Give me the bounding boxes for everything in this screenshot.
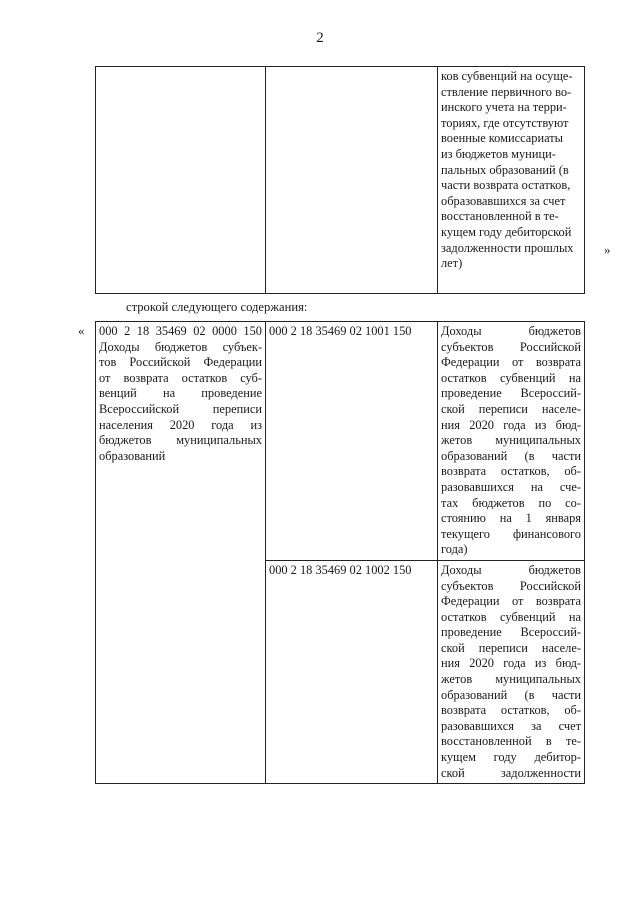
row-code: 000 2 18 35469 02 1001 150 xyxy=(269,324,412,338)
text-line: образовавшихся за счет xyxy=(441,193,566,208)
text-line: Федерации от возврата xyxy=(441,355,581,370)
new-row-table xyxy=(95,321,585,784)
text-line: образований (в части xyxy=(441,687,581,702)
text-line: от возврата остатков суб- xyxy=(99,370,262,385)
text-line: разовавшихся за счет xyxy=(441,718,581,733)
text-line: ториях, где отсутствуют xyxy=(441,115,569,130)
text-line: бюджетов муниципальных xyxy=(99,433,262,448)
opening-quote: « xyxy=(78,323,85,338)
text-line: остатков субвенций на xyxy=(441,609,581,624)
table-cell-group xyxy=(96,67,266,294)
table-cell-description xyxy=(438,322,585,561)
table-row xyxy=(96,322,585,561)
text-line: субъектов Российской xyxy=(441,578,581,593)
table-cell-code xyxy=(266,67,438,294)
text-line: тов Российской Федерации xyxy=(99,355,262,370)
text-line: Доходы бюджетов xyxy=(441,562,581,577)
table-cell-description xyxy=(438,560,585,783)
text-line: жетов муниципальных xyxy=(441,672,581,687)
text-line: ской переписи населе- xyxy=(441,401,581,416)
table-row xyxy=(96,67,585,294)
row-code: 000 2 18 35469 02 1002 150 xyxy=(269,562,412,577)
text-line: лет) xyxy=(441,256,463,271)
description-text xyxy=(441,69,581,272)
text-line: ствление первичного во- xyxy=(441,84,572,99)
text-line: возврата остатков, об- xyxy=(441,703,581,718)
page-number: 2 xyxy=(316,30,324,46)
text-line: ков субвенций на осуще- xyxy=(441,69,573,83)
table-cell-code xyxy=(266,560,438,783)
continued-table xyxy=(95,66,585,294)
text-line: кущем году дебитор- xyxy=(441,750,581,765)
text-line: образований xyxy=(99,448,166,463)
text-line: из бюджетов муници- xyxy=(441,146,556,161)
text-line: жетов муниципальных xyxy=(441,433,581,448)
text-line: кущем году дебиторской xyxy=(441,224,572,239)
group-code: 000 2 18 35469 02 0000 150 xyxy=(99,324,262,338)
text-line: Федерации от возврата xyxy=(441,594,581,609)
text-line: восстановленной в те- xyxy=(441,209,559,224)
text-line: части возврата остатков, xyxy=(441,178,571,193)
text-line: Всероссийской переписи xyxy=(99,401,262,416)
text-line: ния 2020 года из бюд- xyxy=(441,656,581,671)
text-line: проведение Всероссий- xyxy=(441,386,581,401)
text-line: образований (в части xyxy=(441,448,581,463)
text-line: года) xyxy=(441,542,468,557)
text-line: субъектов Российской xyxy=(441,339,581,354)
text-line: текущего финансового xyxy=(441,526,581,541)
text-line: Доходы бюджетов xyxy=(441,324,581,338)
text-line: военные комиссариаты xyxy=(441,131,564,146)
text-line: венций на проведение xyxy=(99,386,262,401)
text-line: инского учета на терри- xyxy=(441,100,567,115)
table-cell-description xyxy=(438,67,585,294)
text-line: разовавшихся на сче- xyxy=(441,479,581,494)
table-cell-code xyxy=(266,322,438,561)
text-line: стоянию на 1 января xyxy=(441,511,581,526)
text-line: ской переписи населе- xyxy=(441,640,581,655)
table-cell-group xyxy=(96,322,266,784)
text-line: задолженности прошлых xyxy=(441,240,574,255)
text-line: восстановленной в те- xyxy=(441,734,581,749)
closing-quote: » xyxy=(604,242,611,257)
text-line: ния 2020 года из бюд- xyxy=(441,417,581,432)
text-line: остатков субвенций на xyxy=(441,370,581,385)
intro-text: строкой следующего содержания: xyxy=(126,300,308,314)
text-line: населения 2020 года из xyxy=(99,417,262,432)
text-line: проведение Всероссий- xyxy=(441,625,581,640)
text-line: возврата остатков, об- xyxy=(441,464,581,479)
text-line: тах бюджетов по со- xyxy=(441,495,581,510)
text-line: ской задолженности xyxy=(441,765,581,780)
text-line: Доходы бюджетов субъек- xyxy=(99,339,262,354)
text-line: пальных образований (в xyxy=(441,162,569,177)
